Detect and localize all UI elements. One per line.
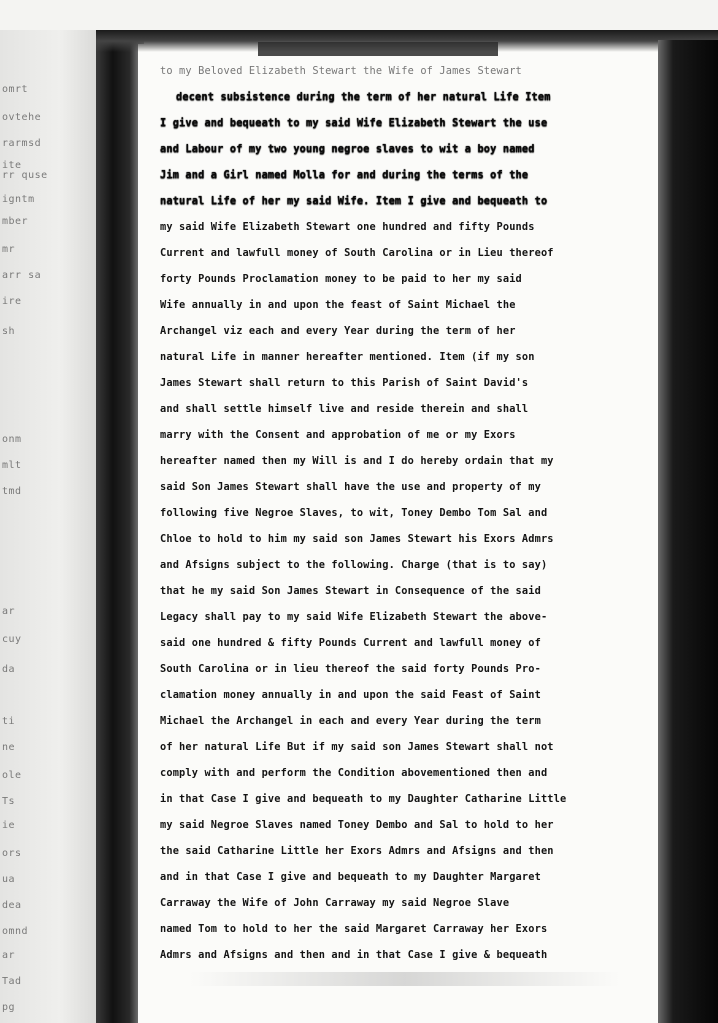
left-page-fragment: ar: [2, 606, 16, 617]
text-line: said Son James Stewart shall have the use and property of my: [160, 481, 541, 493]
page-heading-redacted: [258, 42, 498, 56]
text-line: forty Pounds Proclamation money to be paid to her my said: [160, 273, 522, 285]
text-line: James Stewart shall return to this Parish of Saint David's: [160, 377, 529, 389]
text-line: said one hundred & fifty Pounds Current and lawfull money of: [160, 637, 541, 649]
left-page-fragment: tmd: [2, 486, 22, 497]
left-page-fragment: ie: [2, 820, 16, 831]
left-page-fragment: ar: [2, 950, 16, 961]
left-page-fragment: ua: [2, 874, 16, 885]
text-line: and Labour of my two young negroe slaves to wit a boy named: [160, 143, 535, 155]
bottom-faded-text: [190, 972, 620, 986]
left-page-fragment: cuy: [2, 634, 22, 645]
text-line: to my Beloved Elizabeth Stewart the Wife of James Stewart: [160, 65, 522, 77]
left-page-edge: [0, 30, 100, 1023]
left-page-fragment: Ts: [2, 796, 16, 807]
text-line: named Tom to hold to her the said Margaret Carraway her Exors: [160, 923, 548, 935]
left-page-fragment: mr: [2, 244, 16, 255]
text-line: that he my said Son James Stewart in Consequence of the said: [160, 585, 541, 597]
left-page-fragment: onm: [2, 434, 22, 445]
text-line: the said Catharine Little her Exors Admrs and Afsigns and then: [160, 845, 554, 857]
left-page-fragment: ite: [2, 160, 22, 171]
text-line: Chloe to hold to him my said son James Stewart his Exors Admrs: [160, 533, 554, 545]
text-line: South Carolina or in lieu thereof the said forty Pounds Pro-: [160, 663, 541, 675]
left-page-fragment: ovtehe: [2, 112, 42, 123]
text-line: marry with the Consent and approbation of me or my Exors: [160, 429, 516, 441]
text-line: following five Negroe Slaves, to wit, Toney Dembo Tom Sal and: [160, 507, 548, 519]
text-line: of her natural Life But if my said son James Stewart shall not: [160, 741, 554, 753]
text-line: Current and lawfull money of South Carolina or in Lieu thereof: [160, 247, 554, 259]
right-page-edge: [658, 40, 718, 1023]
left-page-fragment: sh: [2, 326, 16, 337]
left-page-fragment: ole: [2, 770, 22, 781]
left-page-fragment: igntm: [2, 194, 35, 205]
text-line: and in that Case I give and bequeath to my Daughter Margaret: [160, 871, 541, 883]
text-line: Archangel viz each and every Year during the term of her: [160, 325, 516, 337]
text-line: I give and bequeath to my said Wife Elizabeth Stewart the use: [160, 117, 548, 129]
text-line: Legacy shall pay to my said Wife Elizabeth Stewart the above-: [160, 611, 548, 623]
left-page-fragment: dea: [2, 900, 22, 911]
book-binding-shadow: [96, 30, 144, 1023]
left-page-fragment: Tad: [2, 976, 22, 987]
text-line: hereafter named then my Will is and I do hereby ordain that my: [160, 455, 554, 467]
text-line: and Afsigns subject to the following. Charge (that is to say): [160, 559, 548, 571]
text-line: Michael the Archangel in each and every Year during the term: [160, 715, 541, 727]
left-page-fragment: mber: [2, 216, 29, 227]
text-line: Carraway the Wife of John Carraway my said Negroe Slave: [160, 897, 510, 909]
text-line: natural Life in manner hereafter mentioned. Item (if my son: [160, 351, 535, 363]
left-page-fragment: ire: [2, 296, 22, 307]
text-line: decent subsistence during the term of her natural Life Item: [176, 91, 551, 103]
left-page-fragment: rr quse: [2, 170, 48, 181]
text-line: Jim and a Girl named Molla for and during the terms of the: [160, 169, 529, 181]
left-page-fragment: ors: [2, 848, 22, 859]
left-page-fragment: mlt: [2, 460, 22, 471]
text-line: Admrs and Afsigns and then and in that Case I give & bequeath: [160, 949, 548, 961]
text-line: in that Case I give and bequeath to my Daughter Catharine Little: [160, 793, 567, 805]
left-page-fragment: ti: [2, 716, 16, 727]
left-page-fragment: da: [2, 664, 16, 675]
text-line: clamation money annually in and upon the said Feast of Saint: [160, 689, 541, 701]
text-line: my said Negroe Slaves named Toney Dembo and Sal to hold to her: [160, 819, 554, 831]
text-line: comply with and perform the Condition abovementioned then and: [160, 767, 548, 779]
text-line: natural Life of her my said Wife. Item I give and bequeath to: [160, 195, 548, 207]
left-page-fragment: omrt: [2, 84, 29, 95]
left-page-fragment: pg: [2, 1002, 16, 1013]
left-page-fragment: ne: [2, 742, 16, 753]
left-page-fragment: arr sa: [2, 270, 42, 281]
text-line: my said Wife Elizabeth Stewart one hundred and fifty Pounds: [160, 221, 535, 233]
text-line: and shall settle himself live and reside therein and shall: [160, 403, 529, 415]
left-page-fragment: rarmsd: [2, 138, 42, 149]
left-page-fragment: omnd: [2, 926, 29, 937]
text-line: Wife annually in and upon the feast of Saint Michael the: [160, 299, 516, 311]
